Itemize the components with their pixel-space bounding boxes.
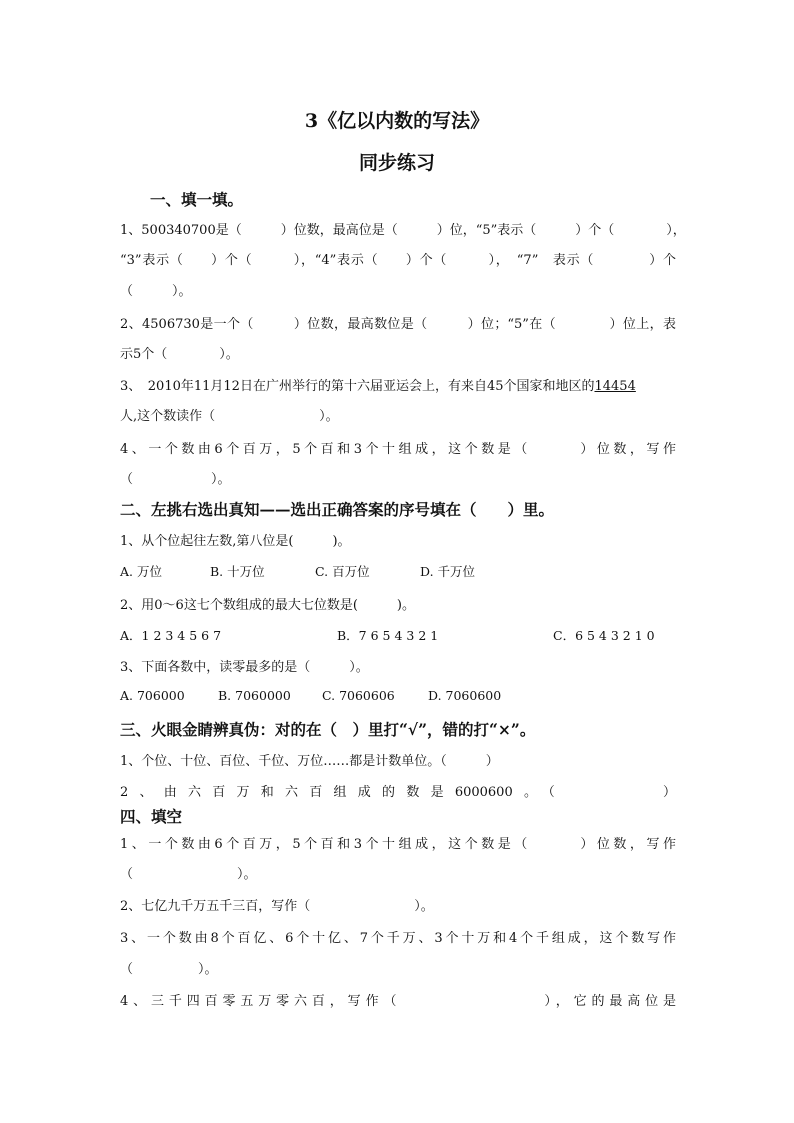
page-subtitle: 同步练习 — [358, 152, 435, 174]
s2-q1-text: 1、从个位起往左数,第八位是( )。 — [120, 534, 351, 549]
s1-q3-line-1 — [120, 375, 676, 394]
s2-q3-option-c: C. 7060606 — [322, 688, 395, 703]
s2-q2-option-c: C．6 5 4 3 2 1 0 — [553, 628, 655, 643]
s4-q1-line-2: （ ）。 — [120, 867, 257, 882]
s2-q1-option-c: C. 百万位 — [315, 564, 370, 579]
s2-q2-option-a: A．1 2 3 4 5 6 7 — [120, 628, 222, 643]
s1-q3-line-2: 人,这个数读作（ ）。 — [120, 409, 339, 424]
s1-q1-line-2: “3”表示（ ）个（ ），“4”表示（ ）个（ ）， “7” 表示（ ）个 — [120, 253, 676, 268]
s2-q2-text: 2、用0～6这七个数组成的最大七位数是( )。 — [120, 598, 415, 613]
s1-q1-line-1: 1、500340700是（ ）位数，最高位是（ ）位，“5”表示（ ）个（ ）， — [120, 223, 686, 238]
s2-q3-option-d: D. 7060600 — [428, 688, 502, 703]
section-3-heading: 三、火眼金睛辨真伪：对的在（ ）里打“√”，错的打“×”。 — [120, 720, 536, 739]
section-1-heading: 一、填一填。 — [150, 190, 244, 209]
section-2-heading: 二、左挑右选出真知——选出正确答案的序号填在（ ）里。 — [120, 500, 555, 519]
s3-q1: 1、个位、十位、百位、千位、万位……都是计数单位。（ ） — [120, 754, 499, 769]
s1-q3-text: 3、 2010年11月12日在广州举行的第十六届亚运会上，有来自45个国家和地区的 — [120, 379, 595, 394]
s4-q3-line-2: （ ）。 — [120, 962, 218, 977]
section-4-heading: 四、填空 — [120, 807, 183, 826]
s1-q4-line-1: 4、一个数由6个百万，5个百和3个十组成，这个数是（ ）位数，写作 — [120, 442, 676, 457]
s1-q4-line-2: （ ）。 — [120, 472, 231, 487]
s1-q1-line-3: （ ）。 — [120, 284, 192, 299]
s2-q1-option-a: A. 万位 — [120, 564, 162, 579]
s4-q1-line-1: 1、一个数由6个百万，5个百和3个十组成，这个数是（ ）位数，写作 — [120, 837, 676, 852]
s3-q2: 2、由六百万和六百组成的数是6000600。（ ） — [120, 785, 676, 800]
s4-q3-line-1: 3、一个数由8个百亿、6个十亿、7个千万、3个十万和4个千组成，这个数写作 — [120, 931, 676, 946]
s2-q2-option-b: B．7 6 5 4 3 2 1 — [337, 628, 439, 643]
s1-q3-number: 14454 — [594, 379, 636, 394]
s2-q3-option-a: A. 706000 — [120, 688, 185, 703]
s1-q2-line-1: 2、4506730是一个（ ）位数，最高数位是（ ）位；“5”在（ ）位上，表 — [120, 317, 676, 332]
s2-q3-option-b: B. 7060000 — [218, 688, 291, 703]
page-title: 3《亿以内数的写法》 — [304, 110, 490, 132]
s4-q4: 4、三千四百零五万零六百，写作（ ），它的最高位是 — [120, 994, 676, 1009]
s2-q1-option-b: B. 十万位 — [210, 564, 265, 579]
s4-q2: 2、七亿九千万五千三百，写作（ ）。 — [120, 899, 434, 914]
s2-q1-option-d: D. 千万位 — [420, 564, 476, 579]
s1-q2-line-2: 示5个（ ）。 — [120, 347, 239, 362]
s2-q3-text: 3、下面各数中，读零最多的是（ ）。 — [120, 660, 369, 675]
